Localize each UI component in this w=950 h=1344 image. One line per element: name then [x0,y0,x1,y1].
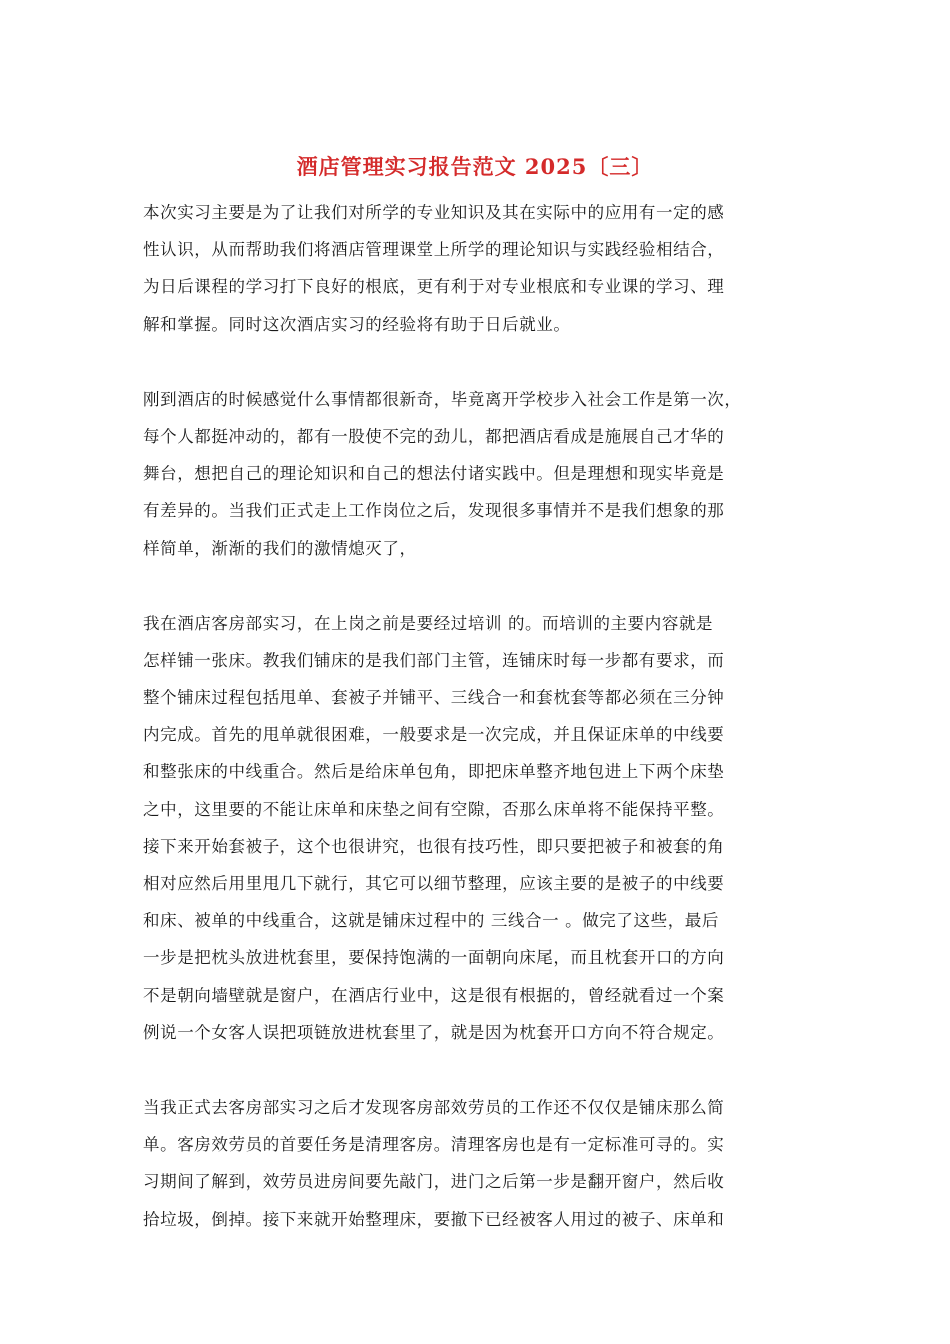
text-line: 一步是把枕头放进枕套里，要保持饱满的一面朝向床尾，而且枕套开口的方向 [143,948,725,968]
text-line: 解和掌握。同时这次酒店实习的经验将有助于日后就业。 [143,314,571,334]
text-line: 习期间了解到，效劳员进房间要先敲门，进门之后第一步是翻开窗户，然后收 [143,1172,725,1192]
text-line: 相对应然后用里甩几下就行，其它可以细节整理，应该主要的是被子的中线要 [143,874,725,893]
text-line: 有差异的。当我们正式走上工作岗位之后，发现很多事情并不是我们想象的那 [143,501,725,521]
text-line: 性认识，从而帮助我们将酒店管理课堂上所学的理论知识与实践经验相结合， [143,240,725,260]
text-line: 每个人都挺冲动的，都有一股使不完的劲儿，都把酒店看成是施展自己才华的 [143,426,725,446]
text-line: 整个铺床过程包括甩单、套被子并铺平、三线合一和套枕套等都必须在三分钟 [143,688,725,708]
text-line: 接下来开始套被子，这个也很讲究，也很有技巧性，即只要把被子和被套的角 [143,836,725,856]
paragraph-3 [143,605,843,1051]
text-line: 例说一个女客人误把项链放进枕套里了，就是因为枕套开口方向不符合规定。 [143,1022,725,1042]
text-line: 内完成。首先的甩单就很困难，一般要求是一次完成，并且保证床单的中线要 [143,725,725,745]
text-line: 当我正式去客房部实习之后才发现客房部效劳员的工作还不仅仅是铺床那么简 [143,1097,725,1117]
text-line: 拾垃圾，倒掉。接下来就开始整理床，要撤下已经被客人用过的被子、床单和 [143,1209,725,1229]
text-line: 怎样铺一张床。教我们铺床的是我们部门主管，连铺床时每一步都有要求，而 [143,650,725,670]
paragraph-4 [143,1089,843,1238]
text-line: 我在酒店客房部实习，在上岗之前是要经过培训 的。而培训的主要内容就是 [143,613,714,633]
text-line: 不是朝向墙壁就是窗户，在酒店行业中，这是很有根据的，曾经就看过一个案 [143,985,725,1005]
text-line: 刚到酒店的时候感觉什么事情都很新奇，毕竟离开学校步入社会工作是第一次， [143,389,742,409]
text-line: 为日后课程的学习打下良好的根底，更有利于对专业根底和专业课的学习、理 [143,277,725,297]
text-line: 舞台，想把自己的理论知识和自己的想法付诸实践中。但是理想和现实毕竟是 [143,464,725,484]
document-body [143,194,843,1276]
paragraph-2 [143,381,843,567]
text-line: 样简单，渐渐的我们的激情熄灭了， [143,538,417,558]
text-line: 和床、被单的中线重合，这就是铺床过程中的 三线合一 。做完了这些，最后 [143,911,719,931]
paragraph-1 [143,194,843,343]
document-title: 酒店管理实习报告范文 2025〔三〕 [296,154,654,179]
text-line: 和整张床的中线重合。然后是给床单包角，即把床单整齐地包进上下两个床垫 [143,762,725,782]
text-line: 之中，这里要的不能让床单和床垫之间有空隙，否那么床单将不能保持平整。 [143,799,725,819]
text-line: 本次实习主要是为了让我们对所学的专业知识及其在实际中的应用有一定的感 [143,203,725,222]
text-line: 单。客房效劳员的首要任务是清理客房。清理客房也是有一定标准可寻的。实 [143,1135,725,1155]
